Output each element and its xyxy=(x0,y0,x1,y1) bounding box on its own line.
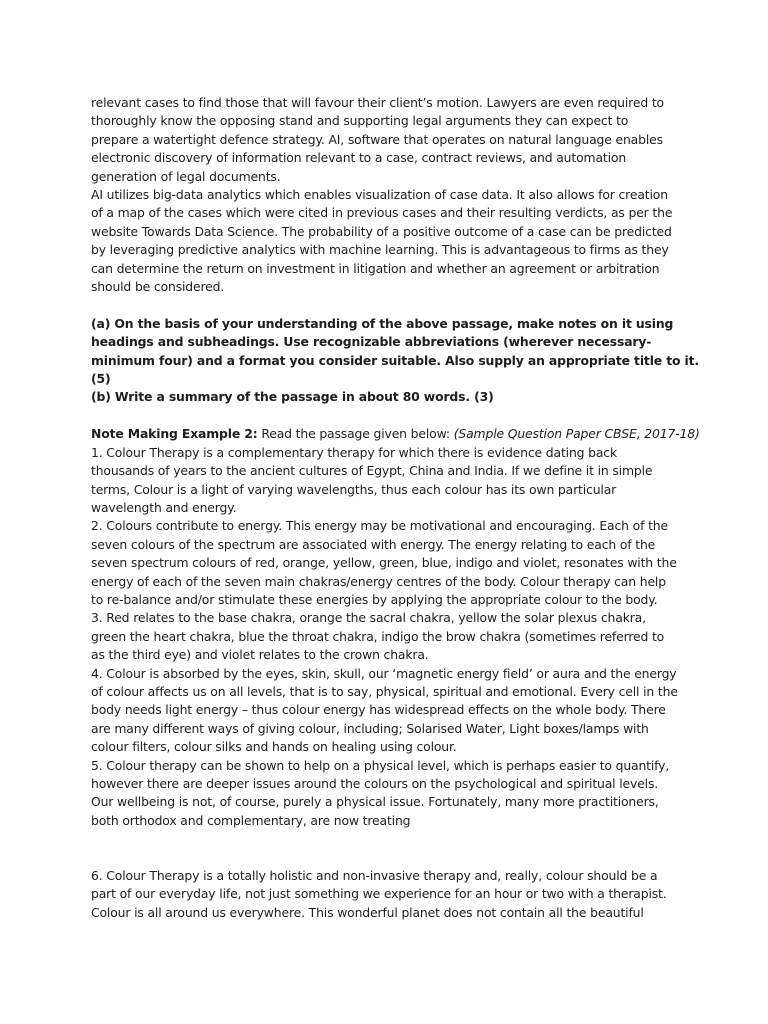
text-line: 3. Red relates to the base chakra, orange the sacral chakra, yellow the solar plexus chakra, xyxy=(91,610,646,626)
text-line: of colour affects us on all levels, that is to say, physical, spiritual and emotional. Every cell in the xyxy=(91,683,678,699)
text-line: prepare a watertight defence strategy. AI, software that operates on natural language enables xyxy=(91,131,663,147)
text-line: by leveraging predictive analytics with machine learning. This is advantageous to firms as they xyxy=(91,242,669,258)
questions-block xyxy=(91,315,699,407)
text-line: electronic discovery of information relevant to a case, contract reviews, and automation xyxy=(91,150,627,166)
example2-intro: Read the passage given below: xyxy=(257,426,454,442)
text-line: body needs light energy – thus colour energy has widespread effects on the whole body. There xyxy=(91,702,666,718)
example2-block xyxy=(91,425,700,830)
text-line: both orthodox and complementary, are now treating xyxy=(91,812,411,828)
text-line: website Towards Data Science. The probability of a positive outcome of a case can be predicted xyxy=(91,223,672,239)
text-line: 4. Colour is absorbed by the eyes, skin, skull, our ‘magnetic energy field’ or aura and the energy xyxy=(91,665,677,681)
text-line: Colour is all around us everywhere. This wonderful planet does not contain all the beautiful xyxy=(91,904,644,920)
question-line: headings and subheadings. Use recognizable abbreviations (wherever necessary- xyxy=(91,334,652,350)
text-line: terms, Colour is a light of varying wavelengths, thus each colour has its own particular xyxy=(91,481,617,497)
text-line: green the heart chakra, blue the throat chakra, indigo the brow chakra (sometimes referred to xyxy=(91,628,665,644)
text-line: can determine the return on investment in litigation and whether an agreement or arbitration xyxy=(91,260,660,276)
document-page xyxy=(91,94,700,922)
passage-intro xyxy=(91,94,691,296)
text-line: colour filters, colour silks and hands on healing using colour. xyxy=(91,739,457,755)
paragraph-gap xyxy=(91,296,691,314)
text-line: wavelength and energy. xyxy=(91,499,237,515)
text-line: should be considered. xyxy=(91,279,225,295)
text-line: 5. Colour therapy can be shown to help on a physical level, which is perhaps easier to quantify, xyxy=(91,757,670,773)
text-line: seven spectrum colours of red, orange, yellow, green, blue, indigo and violet, resonates with the xyxy=(91,555,677,571)
text-line: thoroughly know the opposing stand and supporting legal arguments they can expect to xyxy=(91,113,629,129)
example2-continued-block xyxy=(91,867,691,922)
example2-heading: Note Making Example 2: xyxy=(91,426,258,442)
text-line: energy of each of the seven main chakras/energy centres of the body. Colour therapy can help xyxy=(91,573,666,589)
text-line: relevant cases to find those that will favour their client’s motion. Lawyers are even required to xyxy=(91,95,664,110)
page-break-gap xyxy=(91,830,691,867)
text-line: generation of legal documents. xyxy=(91,168,281,184)
text-line: part of our everyday life, not just something we experience for an hour or two with a therapist. xyxy=(91,886,667,902)
question-line: (5) xyxy=(91,371,111,387)
text-line: 1. Colour Therapy is a complementary therapy for which there is evidence dating back xyxy=(91,444,617,460)
text-line: however there are deeper issues around the colours on the psychological and spiritual levels. xyxy=(91,776,659,791)
text-line: 2. Colours contribute to energy. This energy may be motivational and encouraging. Each of the xyxy=(91,518,668,534)
text-line: to re-balance and/or stimulate these energies by applying the appropriate colour to the body. xyxy=(91,591,658,607)
text-line: as the third eye) and violet relates to the crown chakra. xyxy=(91,647,429,663)
example2-heading-line xyxy=(91,425,700,443)
text-line: AI utilizes big-data analytics which enables visualization of case data. It also allows for creation xyxy=(91,187,668,203)
question-line: (b) Write a summary of the passage in about 80 words. (3) xyxy=(91,389,494,405)
text-line: are many different ways of giving colour, including; Solarised Water, Light boxes/lamps with xyxy=(91,720,649,736)
text-line: Our wellbeing is not, of course, purely a physical issue. Fortunately, many more practitioners, xyxy=(91,794,659,810)
question-line: minimum four) and a format you consider suitable. Also supply an appropriate title to it. xyxy=(91,352,699,368)
text-line: of a map of the cases which were cited in previous cases and their resulting verdicts, as per the xyxy=(91,205,673,221)
paragraph-gap xyxy=(91,407,691,425)
text-line: thousands of years to the ancient cultures of Egypt, China and India. If we define it in simple xyxy=(91,463,653,479)
example2-source: (Sample Question Paper CBSE, 2017-18) xyxy=(453,426,700,442)
text-line: seven colours of the spectrum are associated with energy. The energy relating to each of the xyxy=(91,536,656,552)
question-line: (a) On the basis of your understanding of the above passage, make notes on it using xyxy=(91,315,674,331)
text-line: 6. Colour Therapy is a totally holistic and non-invasive therapy and, really, colour should be a xyxy=(91,868,658,884)
